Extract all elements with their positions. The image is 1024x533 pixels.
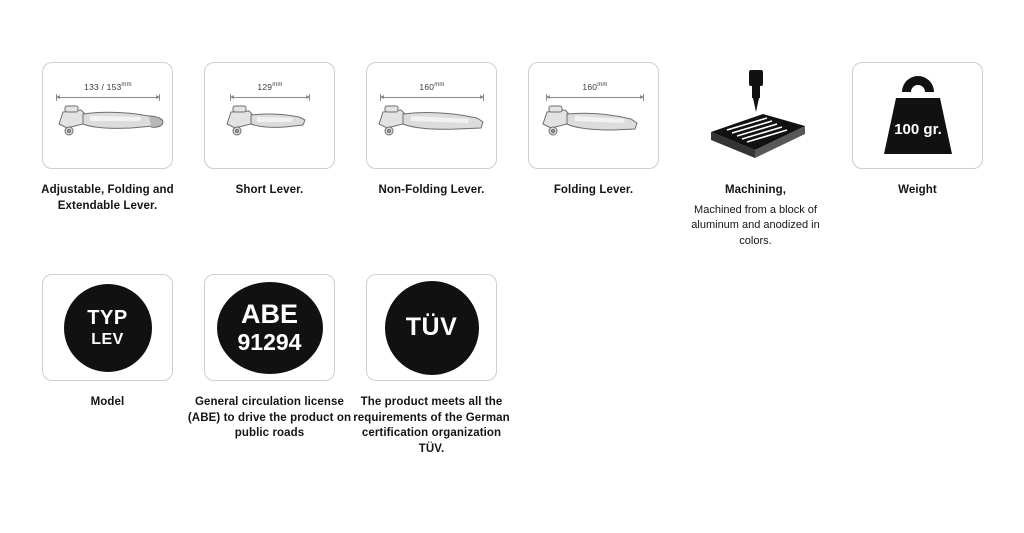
feature-item-weight [852,62,983,199]
lever-frame [528,62,659,169]
model-badge-line1: TYP [87,306,128,329]
model-frame [42,274,173,381]
tuv-frame [366,274,497,381]
feature-row-2 [42,274,528,457]
lever-frame [204,62,335,169]
lever-frame [366,62,497,169]
lever-frame [42,62,173,169]
feature-caption: Non-Folding Lever. [378,184,485,196]
feature-item-abe [187,274,352,442]
dimension-annotation [543,82,647,101]
tuv-badge-icon [385,281,479,375]
feature-item-non-folding-lever [366,62,497,199]
lever-adjustable-icon [45,66,170,166]
weight-frame [852,62,983,169]
dimension-annotation [227,82,313,101]
abe-frame [204,274,335,381]
model-badge-line2: LEV [91,330,124,348]
feature-caption: Weight [898,184,937,196]
lever-non-folding-icon [369,66,494,166]
model-badge-icon [64,284,152,372]
feature-item-model [42,274,173,411]
feature-item-adjustable-folding-extendable [42,62,173,214]
feature-caption: The product meets all the requirements of the German certification organization TÜV. [353,396,510,455]
feature-row-1 [42,62,1014,250]
feature-item-tuv [353,274,510,457]
feature-item-machining [690,62,821,250]
abe-badge-line1: ABE [240,299,298,329]
dimension-label: $160^{mm}$ [419,81,445,92]
feature-caption: Machining, [724,184,787,196]
abe-badge-line2: 91294 [237,329,302,355]
dimension-label: $129^{mm}$ [257,81,283,92]
feature-item-folding-lever [528,62,659,199]
weight-value-label: 100 gr. [893,120,942,138]
lever-drawing [531,102,656,148]
lever-drawing [369,102,494,148]
tuv-badge-line1: TÜV [405,313,458,341]
lever-drawing [207,102,332,148]
cnc-milling-icon [701,68,811,164]
feature-caption: Folding Lever. [553,184,634,196]
dimension-label: $133 / 153^{mm}$ [84,81,132,92]
feature-caption: General circulation license (ABE) to drive the product on public roads [187,396,352,440]
dimension-annotation [52,82,164,101]
lever-drawing [45,102,170,148]
dimension-label: $160^{mm}$ [582,81,608,92]
feature-caption: Adjustable, Folding and Extendable Lever. [41,184,174,212]
lever-folding-icon [531,66,656,166]
feature-caption: Model [90,396,125,408]
dimension-annotation [377,82,487,101]
feature-caption: Short Lever. [235,184,304,196]
abe-badge-icon [217,282,323,374]
feature-item-short-lever [204,62,335,199]
machining-frame [690,62,821,169]
lever-short-icon [207,66,332,166]
weight-icon [866,68,970,164]
feature-subcaption: Machined from a block of aluminum and anodized in colors. [691,203,820,248]
